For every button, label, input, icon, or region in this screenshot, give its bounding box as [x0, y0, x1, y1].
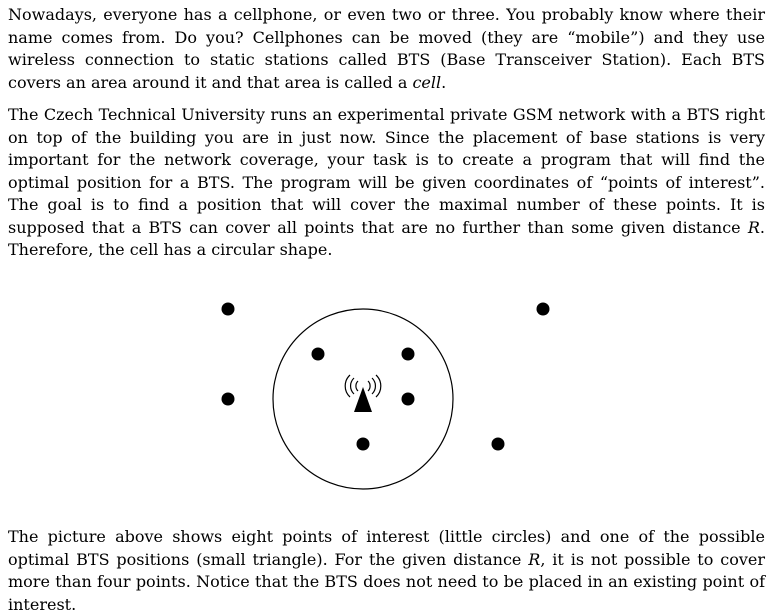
- point-of-interest: [402, 393, 415, 406]
- signal-wave-right-outer: [376, 375, 381, 397]
- point-of-interest: [537, 303, 550, 316]
- signal-wave-left-outer: [345, 375, 350, 397]
- point-of-interest: [312, 348, 325, 361]
- signal-wave-right-mid: [372, 378, 375, 394]
- caption-text: The picture above shows eight points of interest (little circles) and one of the possible optimal BTS positions (small triangle). For the given distance: [8, 527, 765, 569]
- bts-coverage-figure: [0, 280, 777, 510]
- bts-antenna-icon: [345, 375, 381, 412]
- task-text-end: . Therefore, the cell has a circular shape.: [8, 217, 765, 259]
- intro-text-end: .: [441, 72, 447, 92]
- task-text: The Czech Technical University runs an experimental private GSM network with a BTS right on top of the building you are in just now. Since the placement of base stations is very important for the network coverage, your task is to create a program that will find the optimal position for a BTS. The program will be given coordinates of “points of interest”. The goal is to find a position that will cover the maximal number of these points. It is supposed that a BTS can cover all points that are no further than some given distance: [8, 105, 765, 237]
- intro-paragraph: [8, 4, 765, 94]
- signal-wave-left-mid: [351, 378, 354, 394]
- intro-text: Nowadays, everyone has a cellphone, or even two or three. You probably know where their name comes from. Do you? Cellphones can be moved (they are “mobile”) and they use wireless connection to static stations called BTS (Base Transceiver Station). Each BTS covers an area around it and that area is called a: [8, 5, 765, 92]
- caption-text-end: , it is not possible to cover more than four points. Notice that the BTS does not need to be placed in an existing point of interest.: [8, 549, 766, 614]
- cell-term: cell: [412, 72, 442, 92]
- point-of-interest: [357, 438, 370, 451]
- point-of-interest: [402, 348, 415, 361]
- bts-triangle: [354, 387, 372, 412]
- distance-variable: R: [528, 549, 541, 569]
- task-paragraph: [8, 104, 765, 262]
- point-of-interest: [492, 438, 505, 451]
- point-of-interest: [222, 393, 235, 406]
- point-of-interest: [222, 303, 235, 316]
- distance-variable: R: [747, 217, 760, 237]
- signal-wave-left-inner: [356, 381, 358, 391]
- signal-wave-right-inner: [368, 381, 370, 391]
